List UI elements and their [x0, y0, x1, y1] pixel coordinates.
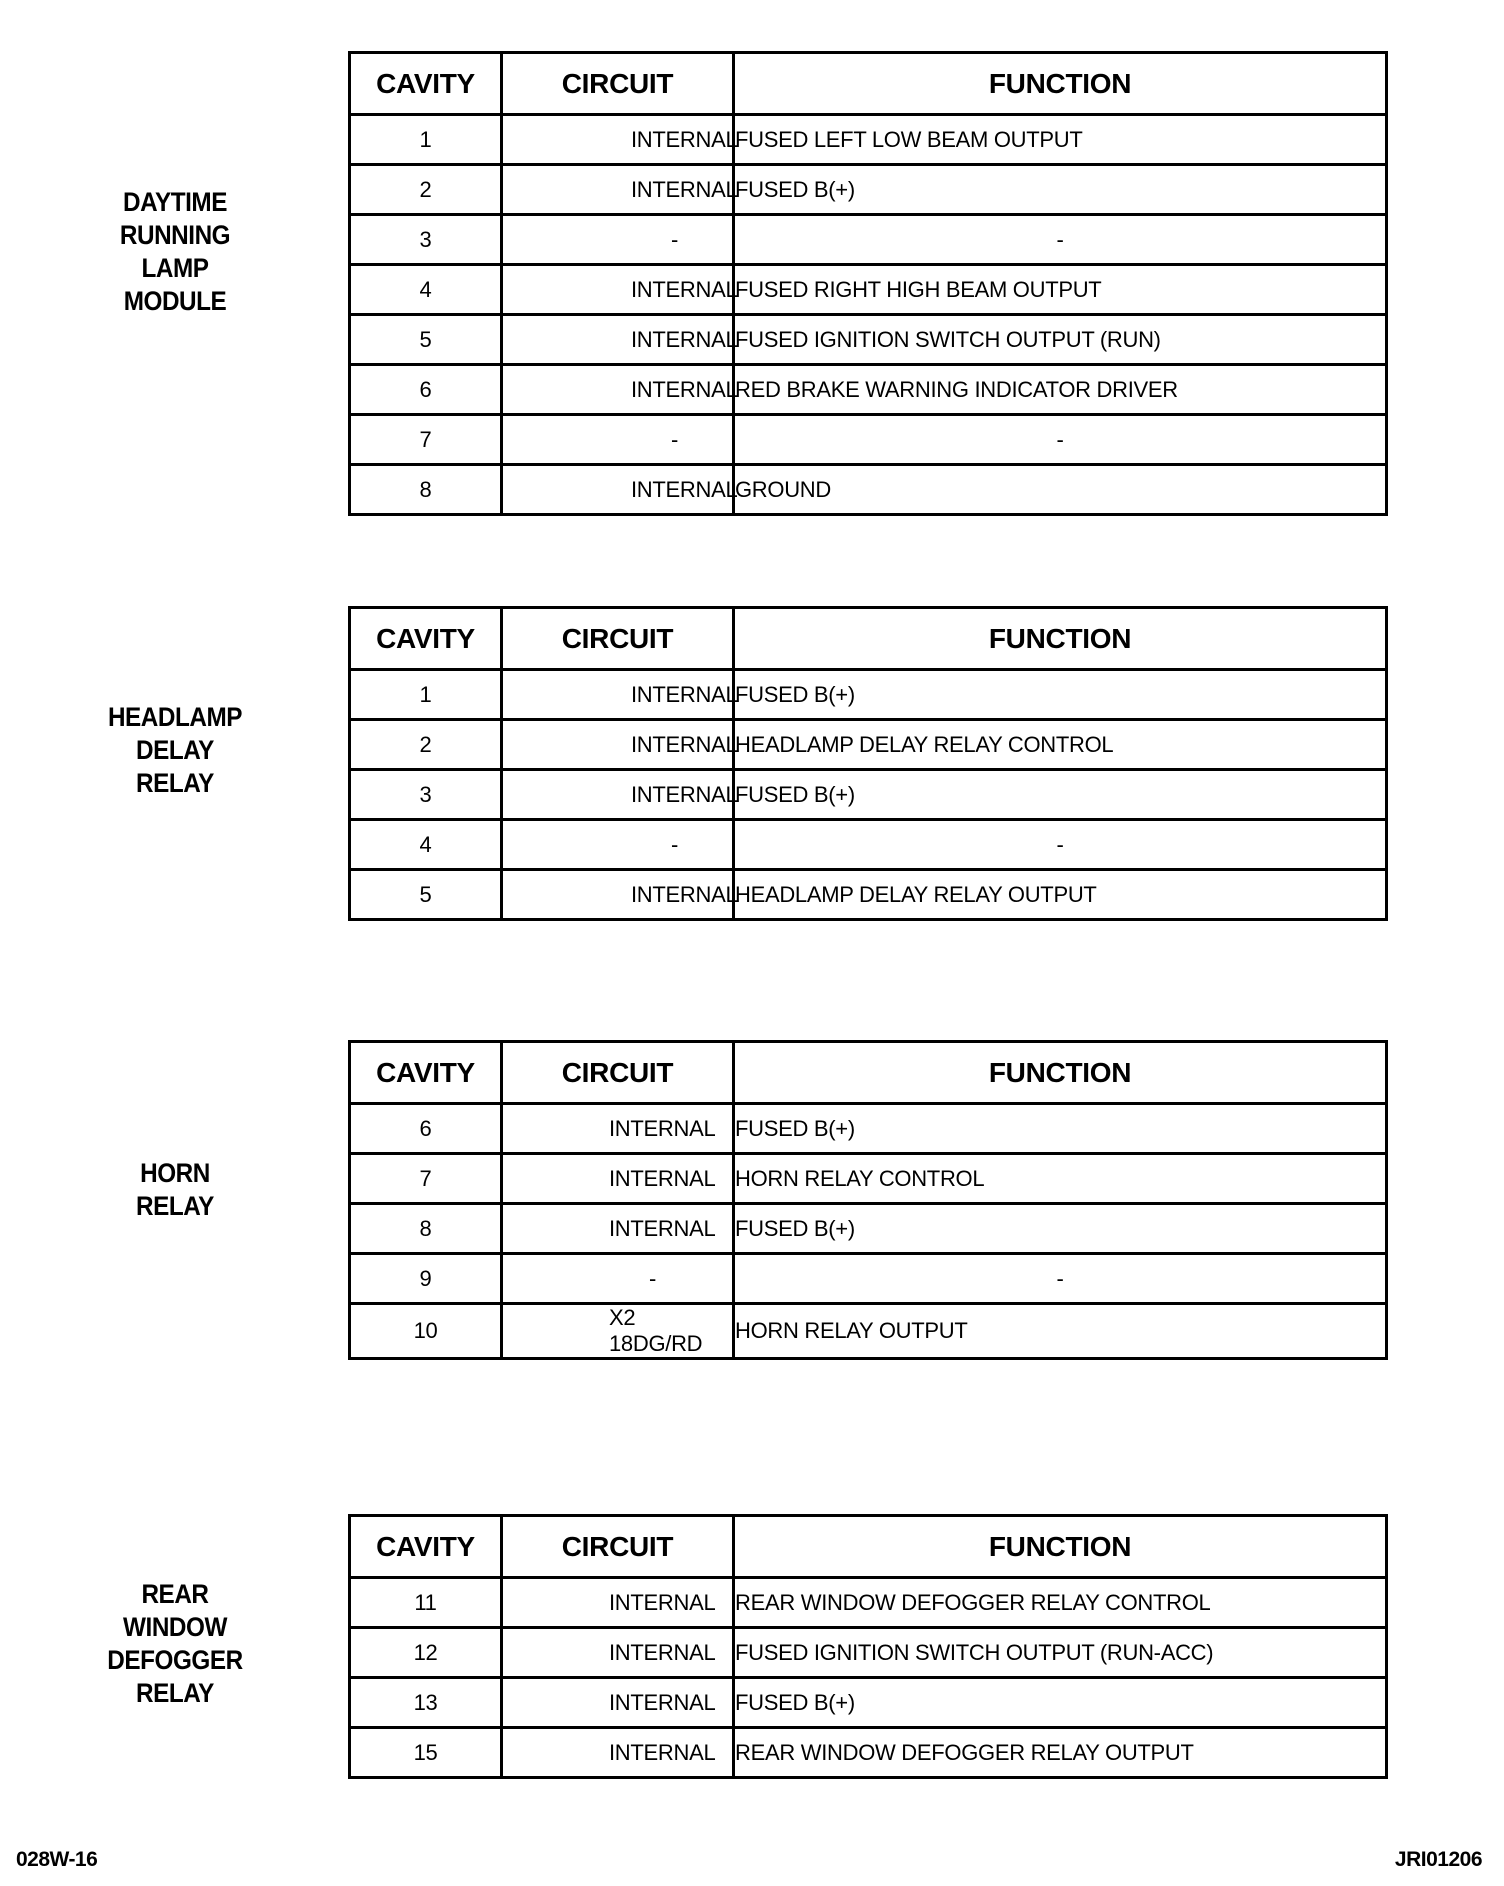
header-function: FUNCTION: [734, 608, 1387, 670]
circuit-cell: INTERNAL: [502, 1154, 734, 1204]
circuit-cell: INTERNAL: [502, 670, 734, 720]
table-row: [350, 670, 1387, 720]
circuit-cell: INTERNAL: [502, 165, 734, 215]
function-cell: FUSED IGNITION SWITCH OUTPUT (RUN): [734, 315, 1387, 365]
table-row: [350, 1254, 1387, 1304]
header-cavity: CAVITY: [350, 608, 502, 670]
header-circuit: CIRCUIT: [502, 1516, 734, 1578]
cavity-cell: 6: [350, 1104, 502, 1154]
cavity-table-daytime-running-lamp-module: [348, 51, 1388, 516]
table-header-row: [350, 1516, 1387, 1578]
table-row: [350, 215, 1387, 265]
header-function: FUNCTION: [734, 53, 1387, 115]
circuit-cell: INTERNAL: [502, 1678, 734, 1728]
figure-code-left: 028W-16: [16, 1848, 98, 1871]
header-cavity: CAVITY: [350, 53, 502, 115]
table-row: [350, 265, 1387, 315]
header-circuit: CIRCUIT: [502, 608, 734, 670]
table-row: [350, 415, 1387, 465]
table-row: [350, 315, 1387, 365]
function-cell: FUSED B(+): [734, 1678, 1387, 1728]
circuit-cell: X2 18DG/RD: [502, 1304, 734, 1359]
cavity-table-horn-relay: [348, 1040, 1388, 1360]
cavity-cell: 1: [350, 115, 502, 165]
circuit-cell: INTERNAL: [502, 1628, 734, 1678]
circuit-cell: -: [502, 215, 734, 265]
table-row: [350, 1628, 1387, 1678]
function-cell: FUSED RIGHT HIGH BEAM OUTPUT: [734, 265, 1387, 315]
cavity-cell: 4: [350, 265, 502, 315]
header-cavity: CAVITY: [350, 1516, 502, 1578]
cavity-cell: 11: [350, 1578, 502, 1628]
table-row: [350, 115, 1387, 165]
cavity-table-rear-window-defogger-relay: [348, 1514, 1388, 1779]
table-row: [350, 365, 1387, 415]
section-label-daytime-running-lamp-module: DAYTIME RUNNING LAMP MODULE: [119, 187, 231, 316]
table-row: [350, 1578, 1387, 1628]
circuit-cell: -: [502, 1254, 734, 1304]
cavity-cell: 8: [350, 465, 502, 515]
cavity-cell: 7: [350, 415, 502, 465]
function-cell: FUSED B(+): [734, 770, 1387, 820]
table-row: [350, 1104, 1387, 1154]
table-row: [350, 770, 1387, 820]
circuit-cell: INTERNAL: [502, 315, 734, 365]
circuit-cell: INTERNAL: [502, 1578, 734, 1628]
table-row: [350, 870, 1387, 920]
function-cell: RED BRAKE WARNING INDICATOR DRIVER: [734, 365, 1387, 415]
function-cell: HEADLAMP DELAY RELAY CONTROL: [734, 720, 1387, 770]
circuit-cell: INTERNAL: [502, 1728, 734, 1778]
table-row: [350, 165, 1387, 215]
circuit-cell: INTERNAL: [502, 365, 734, 415]
function-cell: -: [734, 820, 1387, 870]
cavity-table-headlamp-delay-relay: [348, 606, 1388, 921]
circuit-cell: INTERNAL: [502, 720, 734, 770]
circuit-cell: INTERNAL: [502, 465, 734, 515]
function-cell: FUSED B(+): [734, 670, 1387, 720]
section-label-rear-window-defogger-relay: REAR WINDOW DEFOGGER RELAY: [107, 1579, 243, 1708]
table-row: [350, 1304, 1387, 1359]
cavity-cell: 13: [350, 1678, 502, 1728]
function-cell: FUSED B(+): [734, 1104, 1387, 1154]
cavity-cell: 5: [350, 315, 502, 365]
cavity-cell: 12: [350, 1628, 502, 1678]
circuit-cell: -: [502, 415, 734, 465]
cavity-cell: 2: [350, 165, 502, 215]
circuit-cell: INTERNAL: [502, 1104, 734, 1154]
cavity-cell: 7: [350, 1154, 502, 1204]
cavity-cell: 6: [350, 365, 502, 415]
circuit-cell: -: [502, 820, 734, 870]
table-row: [350, 1728, 1387, 1778]
function-cell: REAR WINDOW DEFOGGER RELAY OUTPUT: [734, 1728, 1387, 1778]
cavity-cell: 5: [350, 870, 502, 920]
circuit-cell: INTERNAL: [502, 770, 734, 820]
cavity-cell: 1: [350, 670, 502, 720]
table-row: [350, 720, 1387, 770]
circuit-cell: INTERNAL: [502, 265, 734, 315]
table-row: [350, 1154, 1387, 1204]
table-row: [350, 820, 1387, 870]
function-cell: FUSED B(+): [734, 1204, 1387, 1254]
cavity-cell: 8: [350, 1204, 502, 1254]
cavity-cell: 4: [350, 820, 502, 870]
header-circuit: CIRCUIT: [502, 53, 734, 115]
function-cell: REAR WINDOW DEFOGGER RELAY CONTROL: [734, 1578, 1387, 1628]
circuit-cell: INTERNAL: [502, 1204, 734, 1254]
circuit-cell: INTERNAL: [502, 870, 734, 920]
table-row: [350, 1204, 1387, 1254]
table-row: [350, 465, 1387, 515]
table-header-row: [350, 1042, 1387, 1104]
cavity-cell: 3: [350, 770, 502, 820]
header-circuit: CIRCUIT: [502, 1042, 734, 1104]
header-cavity: CAVITY: [350, 1042, 502, 1104]
table-header-row: [350, 608, 1387, 670]
function-cell: HORN RELAY OUTPUT: [734, 1304, 1387, 1359]
cavity-cell: 9: [350, 1254, 502, 1304]
function-cell: -: [734, 415, 1387, 465]
cavity-cell: 3: [350, 215, 502, 265]
function-cell: HORN RELAY CONTROL: [734, 1154, 1387, 1204]
header-function: FUNCTION: [734, 1516, 1387, 1578]
header-function: FUNCTION: [734, 1042, 1387, 1104]
function-cell: -: [734, 215, 1387, 265]
section-label-horn-relay: HORN RELAY: [136, 1158, 214, 1221]
cavity-cell: 10: [350, 1304, 502, 1359]
function-cell: FUSED IGNITION SWITCH OUTPUT (RUN-ACC): [734, 1628, 1387, 1678]
section-label-headlamp-delay-relay: HEADLAMP DELAY RELAY: [107, 702, 243, 798]
function-cell: FUSED B(+): [734, 165, 1387, 215]
cavity-cell: 15: [350, 1728, 502, 1778]
function-cell: FUSED LEFT LOW BEAM OUTPUT: [734, 115, 1387, 165]
function-cell: HEADLAMP DELAY RELAY OUTPUT: [734, 870, 1387, 920]
cavity-cell: 2: [350, 720, 502, 770]
function-cell: -: [734, 1254, 1387, 1304]
function-cell: GROUND: [734, 465, 1387, 515]
table-header-row: [350, 53, 1387, 115]
circuit-cell: INTERNAL: [502, 115, 734, 165]
table-row: [350, 1678, 1387, 1728]
figure-code-right: JRI01206: [1394, 1848, 1482, 1871]
